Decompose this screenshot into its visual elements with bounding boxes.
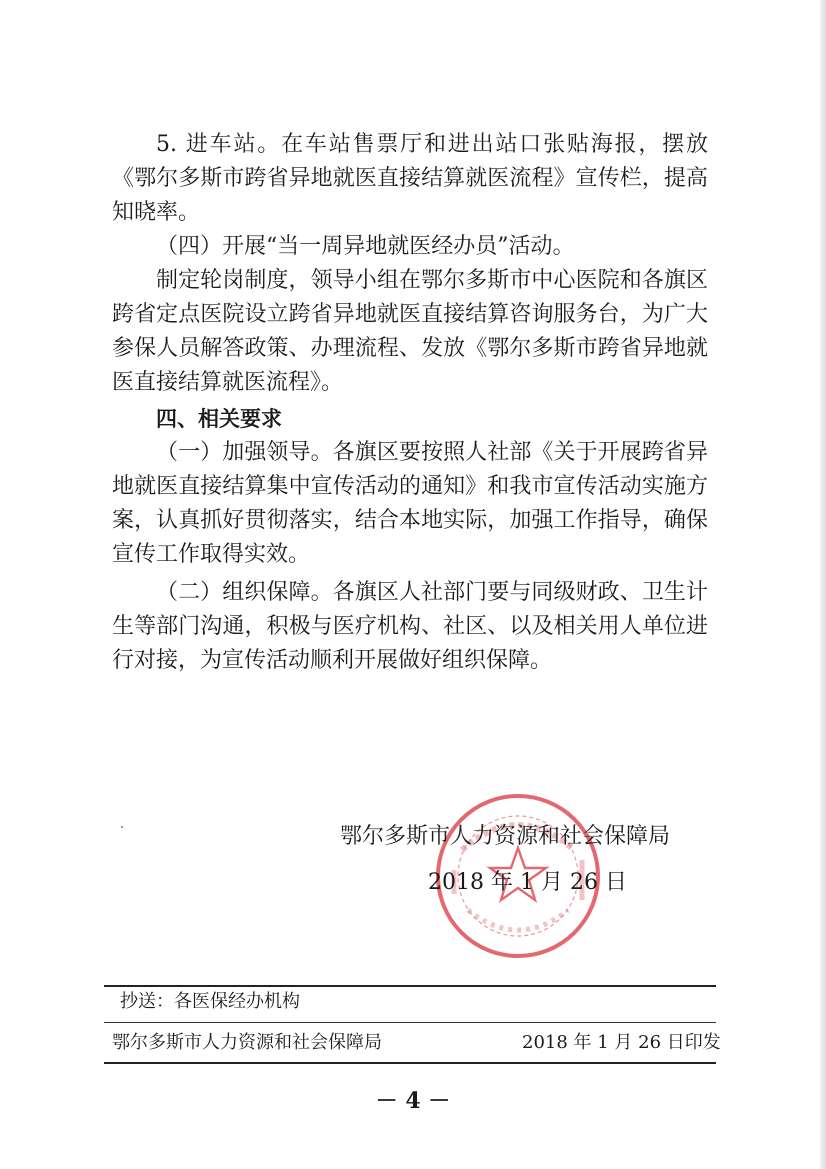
issue-date: 2018 年 1 月 26 日印发: [522, 1032, 721, 1053]
page-number: － 4 －: [375, 1088, 451, 1114]
cc-recipients: 抄送：各医保经办机构: [120, 991, 300, 1012]
chapter-heading: 四、相关要求: [156, 407, 282, 431]
paragraph-leadership: （一）加强领导。各旗区要按照人社部《关于开展跨省异地就医直接结算集中宣传活动的通知》和我市宣传活动实施方案，认真抓好贯彻落实，结合本地实际，加强工作指导，确保宣传工作取得实效。: [112, 440, 708, 567]
scan-edge: [820, 0, 826, 1169]
footer-top-rule: [104, 985, 716, 987]
footer-middle-rule: [104, 1022, 716, 1023]
paragraph-organization: （二）组织保障。各旗区人社部门要与同级财政、卫生计生等部门沟通，积极与医疗机构、社区、以及相关用人单位进行对接，为宣传活动顺利开展做好组织保障。: [112, 580, 708, 673]
paragraph-stations: 5. 进车站。在车站售票厅和进出站口张贴海报，摆放《鄂尔多斯市跨省异地就医直接结算就医流程》宣传栏，提高知晓率。: [112, 132, 708, 225]
section-heading-4: （四）开展“当一周异地就医经办员”活动。: [156, 234, 575, 259]
signature-organization: 鄂尔多斯市人力资源和社会保障局: [340, 824, 671, 849]
footer-bottom-rule: [104, 1062, 716, 1064]
issuing-organization: 鄂尔多斯市人力资源和社会保障局: [112, 1032, 382, 1053]
paragraph-rotation: 制定轮岗制度，领导小组在鄂尔多斯市中心医院和各旗区跨省定点医院设立跨省异地就医直接结算咨询服务台，为广大参保人员解答政策、办理流程、发放《鄂尔多斯市跨省异地就医直接结算就医流程》。: [112, 268, 708, 395]
scan-speck: [121, 826, 123, 828]
document-body: [112, 128, 708, 678]
signature-date: 2018 年 1 月 26 日: [428, 870, 627, 895]
